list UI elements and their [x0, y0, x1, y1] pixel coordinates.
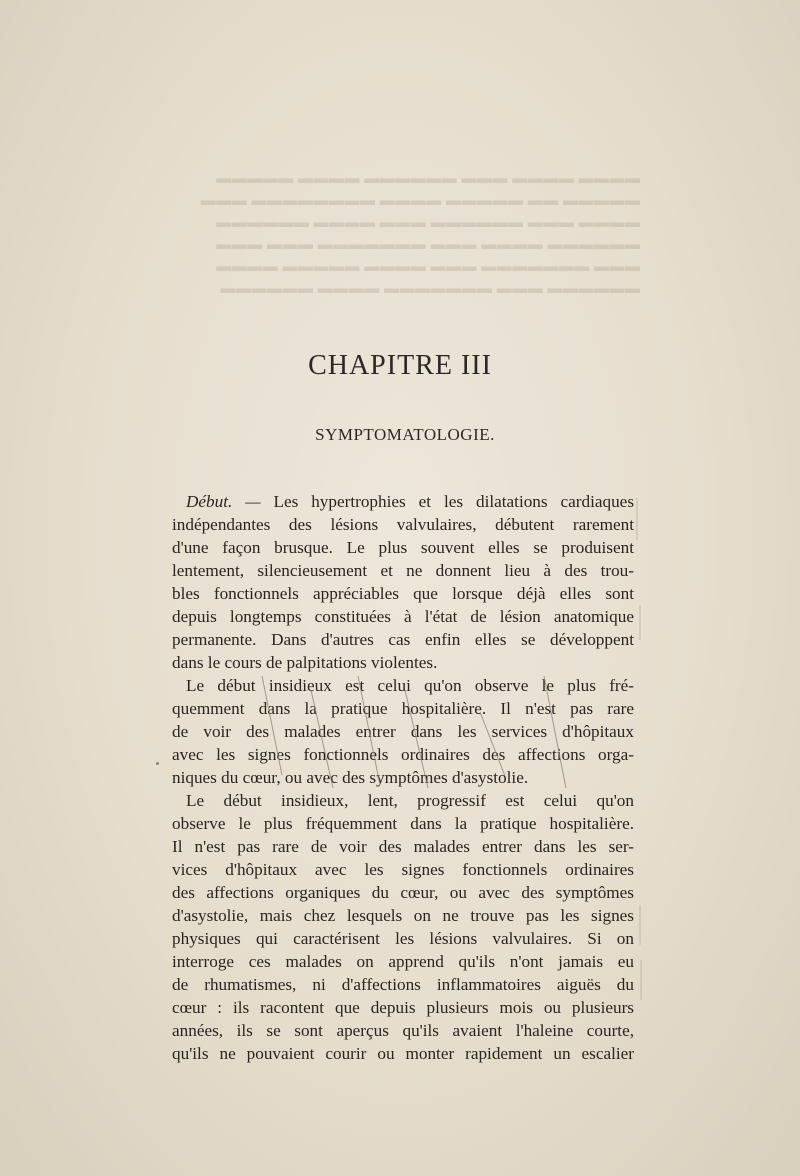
- paragraph-3-line: physiques qui caractérisent les lésions valvulaires. Si on: [172, 929, 634, 948]
- paragraph-1-line: depuis longtemps constituées à l'état de lésion anatomique: [172, 607, 634, 626]
- paragraph-3-line: de rhumatismes, ni d'affections inflammatoires aiguës du: [172, 975, 634, 994]
- paragraph-1-line: Début. — Les hypertrophies et les dilatations cardiaques: [186, 492, 635, 511]
- paragraph-2-line: avec les signes fonctionnels ordinaires des affections orga-: [172, 745, 634, 764]
- body-text: [172, 490, 634, 1065]
- paragraph-3-line: d'asystolie, mais chez lesquels on ne trouve pas les signes: [172, 906, 634, 925]
- paragraph-2-line: quemment dans la pratique hospitalière. Il n'est pas rare: [172, 699, 634, 718]
- section-title: SYMPTOMATOLOGIE.: [315, 425, 495, 444]
- chapter-title: CHAPITRE III: [308, 350, 492, 381]
- paragraph-3-line: années, ils se sont aperçus qu'ils avaient l'haleine courte,: [172, 1021, 634, 1040]
- margin-dot: [156, 762, 159, 765]
- paragraph-3-line: Il n'est pas rare de voir des malades entrer dans les ser-: [172, 837, 634, 856]
- paragraph-3-line: qu'ils ne pouvaient courir ou monter rapidement un escalier: [172, 1044, 634, 1063]
- paragraph-3-line: des affections organiques du cœur, ou avec des symptômes: [172, 883, 634, 902]
- paragraph-2-line: de voir des malades entrer dans les services d'hôpitaux: [172, 722, 634, 741]
- paragraph-1-lead: Début. —: [186, 492, 261, 511]
- paragraph-3-line: interroge ces malades on apprend qu'ils n'ont jamais eu: [172, 952, 634, 971]
- paragraph-1-line: dans le cours de palpitations violentes.: [172, 653, 438, 672]
- paragraph-1-line: bles fonctionnels appréciables que lorsque déjà elles sont: [172, 584, 634, 603]
- paragraph-3-line: Le début insidieux, lent, progressif est celui qu'on: [186, 791, 634, 810]
- show-through-texture: ▬▬▬▬ ▬▬▬▬ ▬▬▬ ▬▬▬▬▬▬ ▬▬▬▬ ▬▬▬▬▬ ▬▬▬▬▬ ▬▬ ▬▬▬▬▬ ▬▬▬▬ ▬▬▬▬▬▬▬▬ ▬▬▬ ▬▬▬▬ ▬▬▬ ▬▬▬▬▬▬ ▬▬▬ ▬▬▬▬ ▬▬▬▬▬▬ ▬▬▬▬▬▬ ▬▬▬▬ ▬▬▬ ▬▬▬▬▬▬▬ ▬▬▬ ▬▬▬ ▬▬▬ ▬▬▬▬▬▬▬ ▬▬▬ ▬▬▬▬ ▬▬▬▬▬ ▬▬▬▬ ▬▬▬▬▬▬ ▬▬▬ ▬▬▬▬▬▬▬ ▬▬▬▬ ▬▬▬▬▬▬: [200, 171, 640, 297]
- paragraph-1-line: indépendantes des lésions valvulaires, débutent rarement: [172, 515, 634, 534]
- paragraph-1-line: lentement, silencieusement et ne donnent lieu à des trou-: [172, 561, 634, 580]
- paragraph-3-line: cœur : ils racontent que depuis plusieurs mois ou plusieurs: [172, 998, 634, 1017]
- paragraph-1-line: permanente. Dans d'autres cas enfin elles se développent: [172, 630, 634, 649]
- paragraph-3-line: observe le plus fréquemment dans la pratique hospitalière.: [172, 814, 634, 833]
- paragraph-1-line: d'une façon brusque. Le plus souvent elles se produisent: [172, 538, 634, 557]
- paragraph-2-line: Le début insidieux est celui qu'on observe le plus fré-: [186, 676, 634, 695]
- paragraph-2-line: niques du cœur, ou avec des symptômes d'asystolie.: [172, 768, 529, 787]
- paragraph-3-line: vices d'hôpitaux avec les signes fonctionnels ordinaires: [172, 860, 634, 879]
